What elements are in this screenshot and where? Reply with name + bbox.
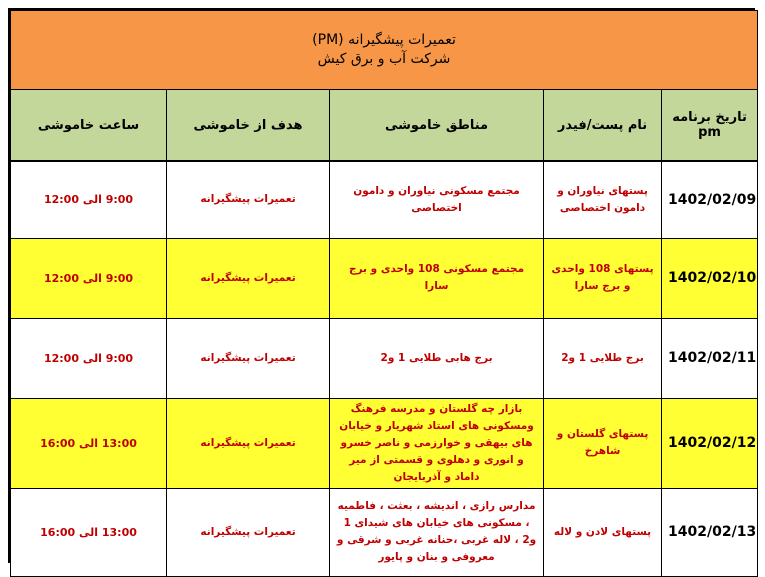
cell-purpose: تعمیرات پیشگیرانه (167, 238, 330, 318)
table-row (11, 398, 758, 488)
cell-areas: مدارس رازی ، اندیشه ، بعثت ، فاطمیه ، مسکونی های خیابان های شیدای 1 و2 ، لاله غربی ،حنانه غربی و شرقی و معروفی و بنان و پایور (330, 488, 544, 576)
table-row (11, 238, 758, 318)
cell-hours: 9:00 الی 12:00 (11, 318, 167, 398)
cell-areas: بازار چه گلستان و مدرسه فرهنگ ومسکونی های استاد شهریار و خیابان های بیهقی و خوارزمی و ناصر خسرو و انوری و دهلوی و قسمتی از میر داماد و آذربایجان (330, 398, 544, 488)
cell-feeder: برج طلایی 1 و2 (544, 318, 662, 398)
cell-areas: مجتمع مسکونی 108 واحدی و برج سارا (330, 238, 544, 318)
cell-date: 1402/02/12 (662, 398, 758, 488)
cell-areas: برج هابی طلایی 1 و2 (330, 318, 544, 398)
cell-feeder: پستهای لادن و لاله (544, 488, 662, 576)
cell-feeder: پستهای 108 واحدی و برج سارا (544, 238, 662, 318)
page-title: تعمیرات پیشگیرانه (PM) (312, 32, 456, 48)
col-header-purpose: هدف از خاموشی (167, 90, 330, 162)
cell-date: 1402/02/11 (662, 318, 758, 398)
schedule-table (10, 10, 758, 577)
company-name: شرکت آب و برق کیش (317, 51, 451, 67)
cell-feeder: پستهای گلستان و شاهرخ (544, 398, 662, 488)
table-row (11, 318, 758, 398)
cell-feeder: پستهای نیاوران و دامون اختصاصی (544, 161, 662, 238)
cell-purpose: تعمیرات پیشگیرانه (167, 318, 330, 398)
cell-date: 1402/02/10 (662, 238, 758, 318)
table-row (11, 161, 758, 238)
col-header-date: تاریخ برنامه pm (662, 90, 758, 162)
cell-hours: 13:00 الی 16:00 (11, 488, 167, 576)
cell-hours: 9:00 الی 12:00 (11, 161, 167, 238)
cell-purpose: تعمیرات پیشگیرانه (167, 488, 330, 576)
title-banner (11, 11, 758, 90)
col-header-areas: مناطق خاموشی (330, 90, 544, 162)
table-row (11, 488, 758, 576)
header-row (11, 90, 758, 162)
cell-purpose: تعمیرات پیشگیرانه (167, 398, 330, 488)
cell-date: 1402/02/09 (662, 161, 758, 238)
cell-hours: 13:00 الی 16:00 (11, 398, 167, 488)
maintenance-schedule-sheet (8, 8, 755, 563)
col-header-hours: ساعت خاموشی (11, 90, 167, 162)
cell-hours: 9:00 الی 12:00 (11, 238, 167, 318)
cell-date: 1402/02/13 (662, 488, 758, 576)
cell-areas: مجتمع مسکونی نیاوران و دامون اختصاصی (330, 161, 544, 238)
cell-purpose: تعمیرات پیشگیرانه (167, 161, 330, 238)
col-header-feeder: نام پست/فیدر (544, 90, 662, 162)
